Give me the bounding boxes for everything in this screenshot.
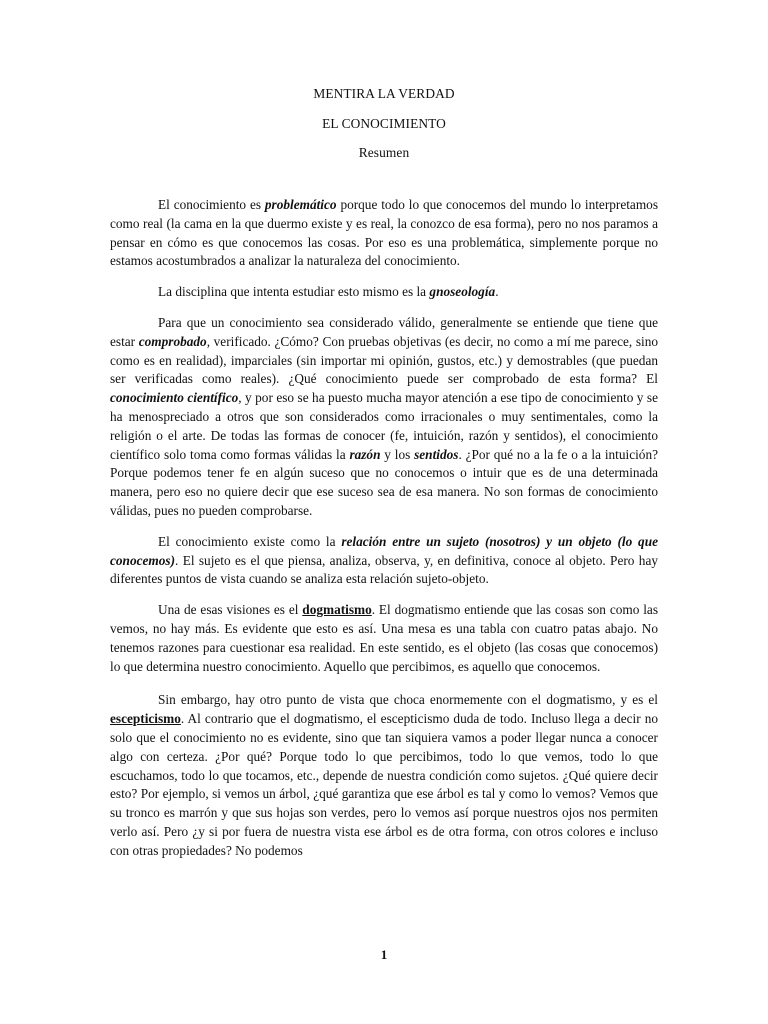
text-run: , verificado. ¿Cómo? Con pruebas objetivas (es decir, no como a mí me parece, sino como es en realidad), imparciales (sin importar mi opinión, gustos, etc.) y demostrables (que puedan ser verificadas como reales). ¿Qué conocimiento puede ser comprobado de esta forma? El [110, 333, 658, 387]
text-run: El conocimiento es [158, 197, 265, 212]
emphasis-conocimiento-cientifico: conocimiento científico [110, 390, 239, 406]
text-run: , y por eso se ha puesto mucha mayor atención a ese tipo de conocimiento y se ha menospreciado a otros que son considerados como irracionales o muy sentimentales, como la religión o el arte. De todas las formas de conocer (fe, intuición, razón y sentidos), el conocimiento científico solo toma como formas válidas la [110, 390, 658, 462]
document-body [110, 196, 658, 875]
term-escepticismo: escepticismo [110, 711, 181, 727]
text-run: El conocimiento existe como la [158, 533, 342, 549]
term-dogmatismo: dogmatismo [302, 602, 372, 618]
text-run: . ¿Por qué no a la fe o a la intuición? Porque podemos tener fe en algún suceso que no conocemos o intuir que es de una determinada manera, pero eso no quiere decir que ese suceso sea de esa manera. No son formas de conocimiento válidas, pues no pueden comprobarse. [110, 446, 658, 518]
paragraph-problematico [110, 196, 658, 271]
emphasis-relacion-sujeto-objeto: relación entre un sujeto (nosotros) y un objeto (lo que conocemos) [110, 533, 659, 568]
emphasis-razon: razón [349, 446, 381, 462]
emphasis-gnoseologia: gnoseología [429, 284, 496, 300]
emphasis-sentidos: sentidos [414, 446, 459, 462]
emphasis-comprobado: comprobado [138, 333, 207, 349]
document-title: MENTIRA LA VERDAD [313, 86, 455, 101]
section-heading: Resumen [358, 145, 410, 160]
paragraph-dogmatismo [110, 601, 658, 676]
text-run: Una de esas visiones es el [158, 602, 303, 618]
text-run: La disciplina que intenta estudiar esto mismo es la [158, 284, 430, 300]
text-run: . El sujeto es el que piensa, analiza, observa, y, en definitiva, conoce al objeto. Pero hay diferentes puntos de vista cuando se analiza esta relación sujeto-objeto. [110, 552, 658, 587]
text-run: Sin embargo, hay otro punto de vista que choca enormemente con el dogmatismo, y es el [158, 692, 658, 708]
text-run: Para que un conocimiento sea considerado válido, generalmente se entiende que tiene que estar [110, 314, 658, 349]
paragraph-gnoseologia [110, 283, 658, 302]
emphasis-problematico: problemático [264, 197, 337, 212]
text-run: y los [380, 446, 415, 462]
text-run: . El dogmatismo entiende que las cosas son como las vemos, no hay más. Es evidente que esto es así. Una mesa es una tabla con cuatro patas abajo. No tenemos razones para cuestionar esa realidad. En este sentido, es el objeto (las cosas que conocemos) lo que determina nuestro conocimiento. Aquello que percibimos, es aquello que conocemos. [110, 602, 658, 674]
document-subtitle: EL CONOCIMIENTO [322, 116, 446, 131]
paragraph-comprobado [110, 314, 658, 521]
text-run: porque todo lo que conocemos del mundo lo interpretamos como real (la cama en la que duermo existe y es real, la conozco de esa forma), pero no nos paramos a pensar en cómo es que conocemos las cosas. Por eso es una problemática, simplemente porque no estamos acostumbrados a analizar la naturaleza del conocimiento. [110, 197, 658, 269]
paragraph-relacion [110, 533, 658, 589]
text-run: . [495, 284, 499, 300]
text-run: . Al contrario que el dogmatismo, el escepticismo duda de todo. Incluso llega a decir no solo que el conocimiento no es evidente, sino que tan siquiera vamos a poder llegar nunca a conocer algo con certeza. ¿Por qué? Porque todo lo que percibimos, todo lo que vemos, todo lo que escuchamos, todo lo que tocamos, etc., depende de nuestra condición como sujetos. ¿Qué quiere decir esto? Por ejemplo, si vemos un árbol, ¿qué garantiza que ese árbol es tal y como lo vemos? Vemos que su tronco es marrón y que sus hojas son verdes, pero lo vemos así porque nuestros ojos nos permiten verlo así. Pero ¿y si por fuera de nuestra vista ese árbol es de otra forma, con otros colores e incluso con otras propiedades? No podemos [110, 711, 658, 858]
paragraph-escepticismo [110, 691, 658, 860]
page-number: 1 [380, 947, 388, 962]
